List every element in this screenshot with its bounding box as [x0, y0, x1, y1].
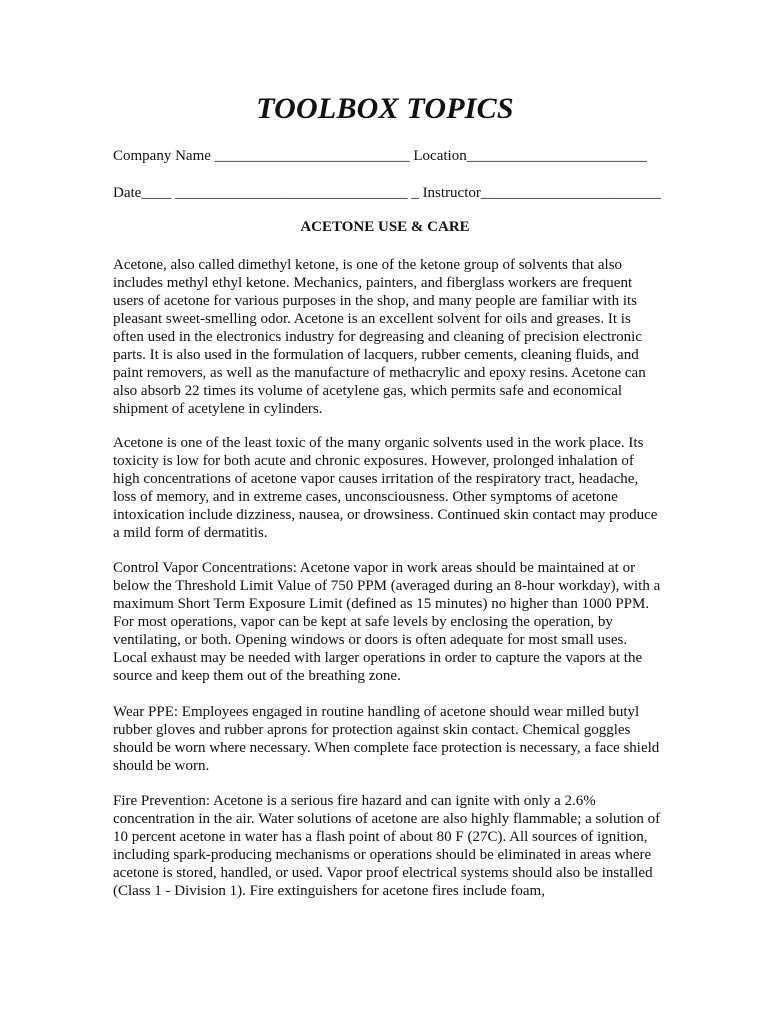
company-location-line: Company Name __________________________ Location________________________ [113, 148, 647, 164]
paragraph-toxicity: Acetone is one of the least toxic of the many organic solvents used in the work place. Its toxicity is low for both acute and chronic exposures. However, prolonged inhalation of high concentrations of acetone vapor causes irritation of the respiratory tract, headache, loss of memory, and in extreme cases, unconsciousness. Other symptoms of acetone intoxication include dizziness, nausea, or drowsiness. Continued skin contact may produce a mild form of dermatitis. [113, 435, 658, 541]
paragraph-ppe: Wear PPE: Employees engaged in routine handling of acetone should wear milled butyl rubber gloves and rubber aprons for protection against skin contact. Chemical goggles should be worn where necessary. When complete face protection is necessary, a face shield should be worn. [113, 704, 660, 774]
date-instructor-line: Date____ _______________________________ _ Instructor________________________ [113, 185, 661, 201]
section-heading: ACETONE USE & CARE [300, 219, 470, 235]
paragraph-intro: Acetone, also called dimethyl ketone, is one of the ketone group of solvents that also includes methyl ethyl ketone. Mechanics, painters, and fiberglass workers are frequent users of acetone for various purposes in the shop, and many people are familiar with its pleasant sweet-smelling odor. Acetone is an excellent solvent for oils and greases. It is often used in the electronics industry for degreasing and cleaning of precision electronic parts. It is also used in the formulation of lacquers, rubber cements, cleaning fluids, and paint removers, as well as the manufacture of methacrylic and epoxy resins. Acetone can also absorb 22 times its volume of acetylene gas, which permits safe and economical shipment of acetylene in cylinders. [113, 257, 646, 417]
document-title: TOOLBOX TOPICS [256, 92, 514, 125]
paragraph-vapor-control: Control Vapor Concentrations: Acetone vapor in work areas should be maintained at or below the Threshold Limit Value of 750 PPM (averaged during an 8-hour workday), with a maximum Short Term Exposure Limit (defined as 15 minutes) no higher than 1000 PPM. For most operations, vapor can be kept at safe levels by enclosing the operation, by ventilating, or both. Opening windows or doors is often adequate for most small uses. Local exhaust may be needed with larger operations in order to capture the vapors at the source and keep them out of the breathing zone. [113, 560, 661, 684]
paragraph-fire-prevention: Fire Prevention: Acetone is a serious fire hazard and can ignite with only a 2.6% concentration in the air. Water solutions of acetone are also highly flammable; a solution of 10 percent acetone in water has a flash point of about 80 F (27C). All sources of ignition, including spark-producing mechanisms or operations should be eliminated in areas where acetone is stored, handled, or used. Vapor proof electrical systems should also be installed (Class 1 - Division 1). Fire extinguishers for acetone fires include foam, [113, 793, 661, 899]
